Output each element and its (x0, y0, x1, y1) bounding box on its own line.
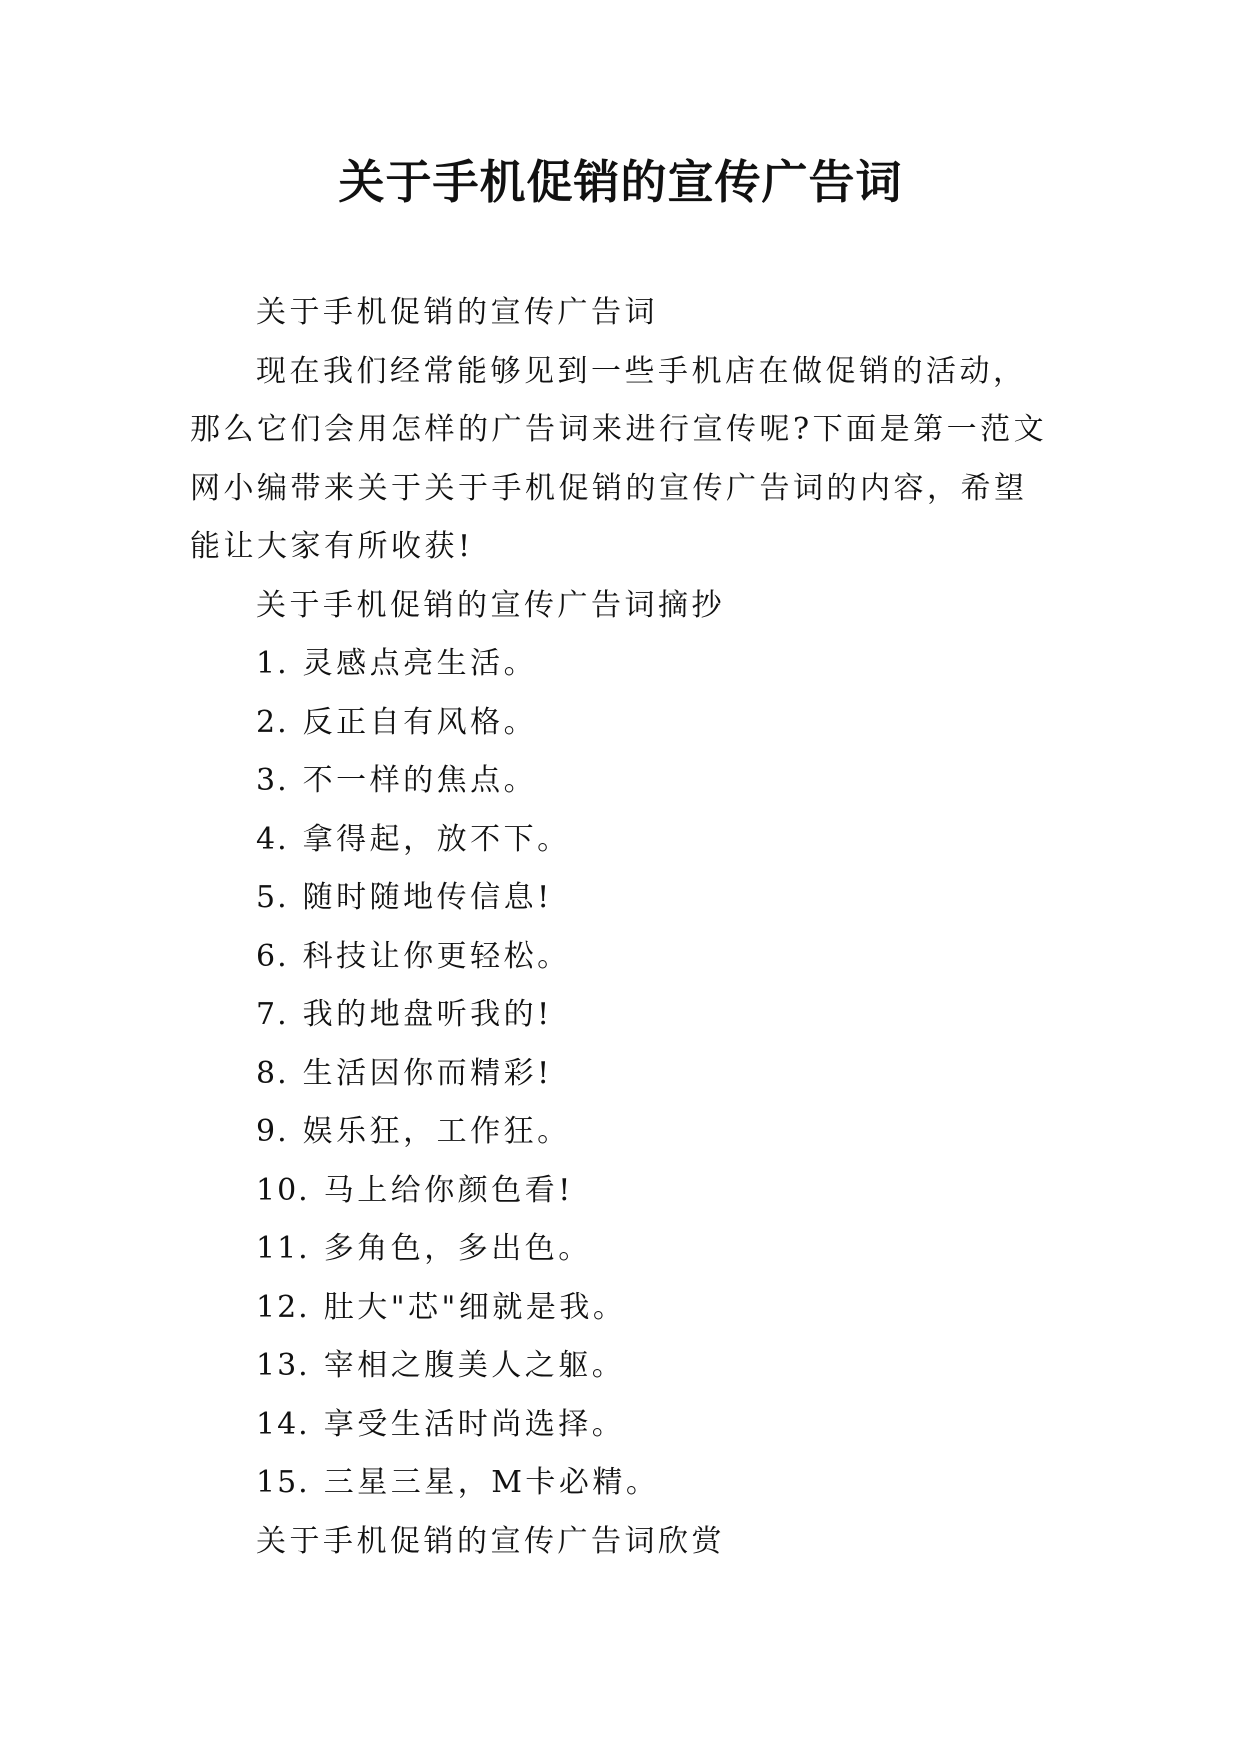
document-title: 关于手机促销的宣传广告词 (338, 155, 903, 209)
list-item (190, 1396, 1052, 1455)
list-item (190, 1220, 1052, 1279)
list-item (190, 1045, 1052, 1104)
list-item-text: 宰相之腹美人之躯。 (323, 1348, 626, 1383)
list-item-number: 7. (256, 997, 289, 1032)
list-item (190, 1279, 1052, 1338)
list-item-number: 1. (256, 646, 289, 681)
list-item (190, 986, 1052, 1045)
list-item-text: 反正自有风格。 (302, 704, 538, 740)
list-item-text: 多角色，多出色。 (323, 1231, 592, 1266)
document-body (190, 284, 1052, 1571)
list-item (190, 1337, 1052, 1396)
list-item-number: 15. (256, 1465, 310, 1500)
section-heading-appreciation: 关于手机促销的宣传广告词欣赏 (256, 1523, 725, 1559)
list-item-number: 3. (256, 763, 289, 798)
list-item-text: 不一样的焦点。 (302, 763, 538, 798)
list-item-text: 我的地盘听我的! (302, 997, 553, 1032)
list-item (190, 811, 1052, 870)
list-item-number: 8. (256, 1055, 289, 1091)
list-item-text: 随时随地传信息! (302, 880, 553, 915)
list-item-text: 马上给你颜色看! (323, 1172, 574, 1208)
list-item-number: 13. (256, 1348, 310, 1383)
list-item (190, 635, 1052, 694)
document-subtitle: 关于手机促销的宣传广告词 (256, 295, 658, 330)
list-item-number: 14. (256, 1406, 310, 1442)
list-item-text: 拿得起，放不下。 (302, 821, 571, 857)
list-item-number: 2. (256, 704, 289, 740)
list-item-text: 肚大"芯"细就是我。 (323, 1289, 627, 1325)
list-item (190, 1103, 1052, 1162)
list-item (190, 752, 1052, 811)
list-item-number: 9. (256, 1114, 289, 1149)
list-item-text: 娱乐狂，工作狂。 (302, 1114, 571, 1149)
list-item (190, 1162, 1052, 1221)
slogan-list (190, 635, 1052, 1513)
list-item-text: 三星三星，M卡必精。 (323, 1465, 660, 1500)
intro-paragraph: 现在我们经常能够见到一些手机店在做促销的活动，那么它们会用怎样的广告词来进行宣传呢?下面是第一范文网小编带来关于关于手机促销的宣传广告词的内容，希望能让大家有所收获! (190, 353, 1048, 564)
list-item-text: 灵感点亮生活。 (302, 646, 538, 681)
list-item-number: 11. (256, 1231, 310, 1266)
list-item (190, 869, 1052, 928)
list-item-text: 生活因你而精彩! (302, 1055, 553, 1091)
list-item (190, 694, 1052, 753)
list-item-text: 科技让你更轻松。 (302, 938, 571, 974)
list-item-number: 6. (256, 938, 289, 974)
section-heading-excerpts: 关于手机促销的宣传广告词摘抄 (256, 587, 725, 623)
list-item-number: 10. (256, 1172, 310, 1208)
list-item (190, 1454, 1052, 1513)
list-item-text: 享受生活时尚选择。 (323, 1406, 626, 1442)
list-item (190, 928, 1052, 987)
list-item-number: 5. (256, 880, 289, 915)
list-item-number: 4. (256, 821, 289, 857)
list-item-number: 12. (256, 1289, 310, 1325)
